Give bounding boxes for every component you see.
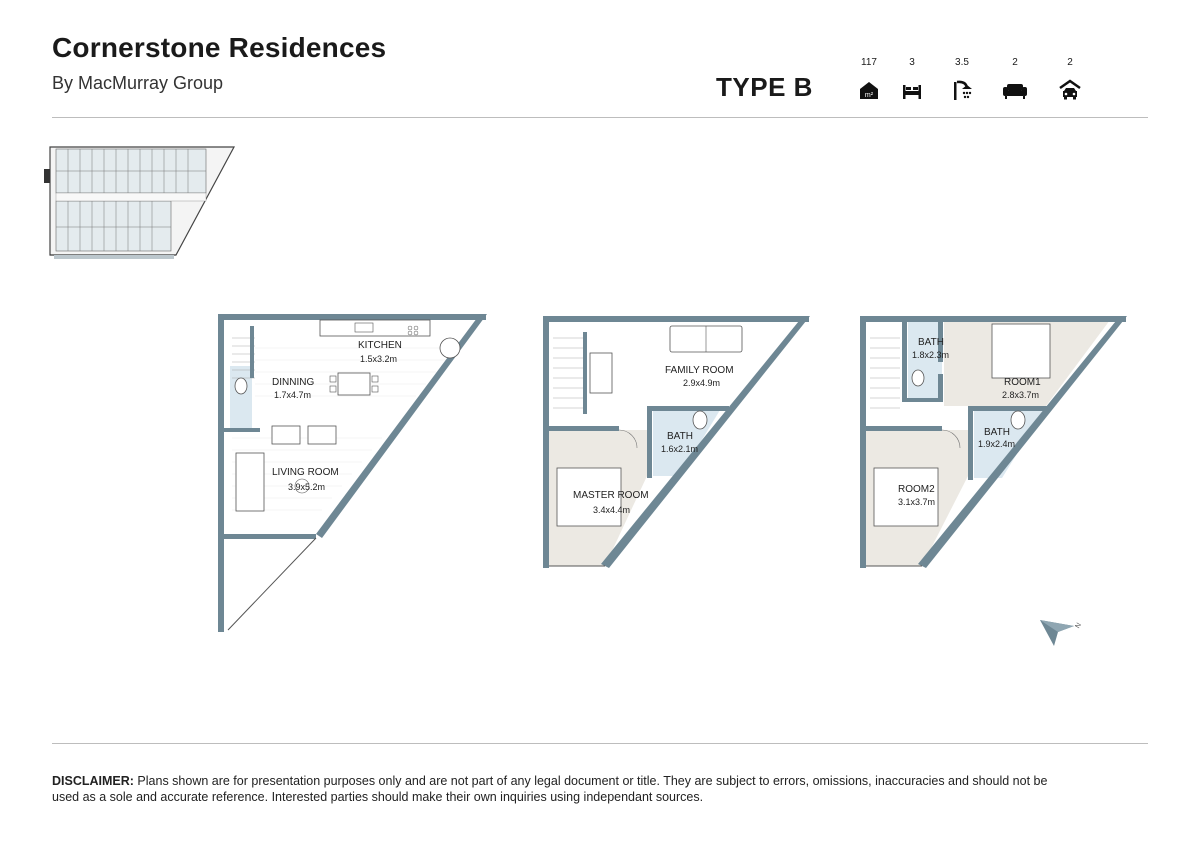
disclaimer bbox=[52, 773, 1052, 805]
room-label-bath: BATH bbox=[667, 431, 693, 442]
room-label-family: FAMILY ROOM bbox=[665, 365, 734, 376]
spec-parking-value: 2 bbox=[1067, 57, 1073, 68]
unit-type-label: TYPE B bbox=[716, 72, 813, 102]
first-floor-plan bbox=[535, 308, 820, 573]
room-dims-kitchen: 1.5x3.2m bbox=[360, 354, 398, 364]
spec-area-value: 117 bbox=[861, 57, 877, 68]
room-label-living: LIVING ROOM bbox=[272, 467, 339, 478]
room-label-bath-top: BATH bbox=[918, 337, 944, 348]
spec-bedrooms-value: 3 bbox=[909, 57, 915, 68]
room-label-bath-bottom: BATH bbox=[984, 427, 1010, 438]
spec-parking bbox=[1050, 57, 1090, 101]
shower-icon bbox=[951, 79, 973, 101]
room-label-kitchen: KITCHEN bbox=[358, 340, 402, 351]
room-dims-dining: 1.7x4.7m bbox=[274, 390, 312, 400]
footer-divider bbox=[52, 743, 1148, 744]
disclaimer-text: Plans shown are for presentation purposes only and are not part of any legal document or title. They are subject to errors, omissions, inaccuracies and should not be used as a sole and accurate reference. Interested parties should make their own inquiries using independant sources. bbox=[52, 774, 1048, 804]
sofa-icon bbox=[1002, 79, 1028, 101]
bed-icon bbox=[901, 79, 923, 101]
svg-text:m²: m² bbox=[864, 92, 874, 99]
room-label-room2: ROOM2 bbox=[898, 484, 935, 495]
ground-floor-plan bbox=[210, 308, 500, 638]
spec-bathrooms-value: 3.5 bbox=[955, 57, 969, 68]
room-label-room1: ROOM1 bbox=[1004, 377, 1041, 388]
spec-area bbox=[849, 57, 889, 101]
room-dims-room1: 2.8x3.7m bbox=[1002, 390, 1040, 400]
room-dims-bath: 1.6x2.1m bbox=[661, 444, 699, 454]
spec-living bbox=[995, 57, 1035, 101]
room-dims-bath-top: 1.8x2.3m bbox=[912, 350, 950, 360]
header-divider bbox=[52, 117, 1148, 118]
page-title: Cornerstone Residences bbox=[52, 32, 387, 63]
spec-bathrooms bbox=[942, 57, 982, 101]
room-dims-master: 3.4x4.4m bbox=[593, 505, 631, 515]
room-label-master: MASTER ROOM bbox=[573, 490, 649, 501]
car-icon bbox=[1058, 79, 1082, 101]
room-dims-bath-bottom: 1.9x2.4m bbox=[978, 439, 1016, 449]
room-dims-family: 2.9x4.9m bbox=[683, 378, 721, 388]
room-dims-living: 3.9x5.2m bbox=[288, 482, 326, 492]
site-key-plan bbox=[44, 143, 244, 273]
page-subtitle: By MacMurray Group bbox=[52, 73, 224, 93]
room-label-dining: DINNING bbox=[272, 377, 315, 388]
second-floor-plan bbox=[852, 308, 1137, 573]
area-icon bbox=[858, 79, 880, 101]
spec-bedrooms bbox=[892, 57, 932, 101]
svg-text:N: N bbox=[1074, 621, 1083, 630]
spec-living-value: 2 bbox=[1012, 57, 1018, 68]
north-arrow-icon bbox=[1036, 614, 1086, 654]
disclaimer-label: DISCLAIMER: bbox=[52, 774, 134, 788]
room-dims-room2: 3.1x3.7m bbox=[898, 497, 936, 507]
